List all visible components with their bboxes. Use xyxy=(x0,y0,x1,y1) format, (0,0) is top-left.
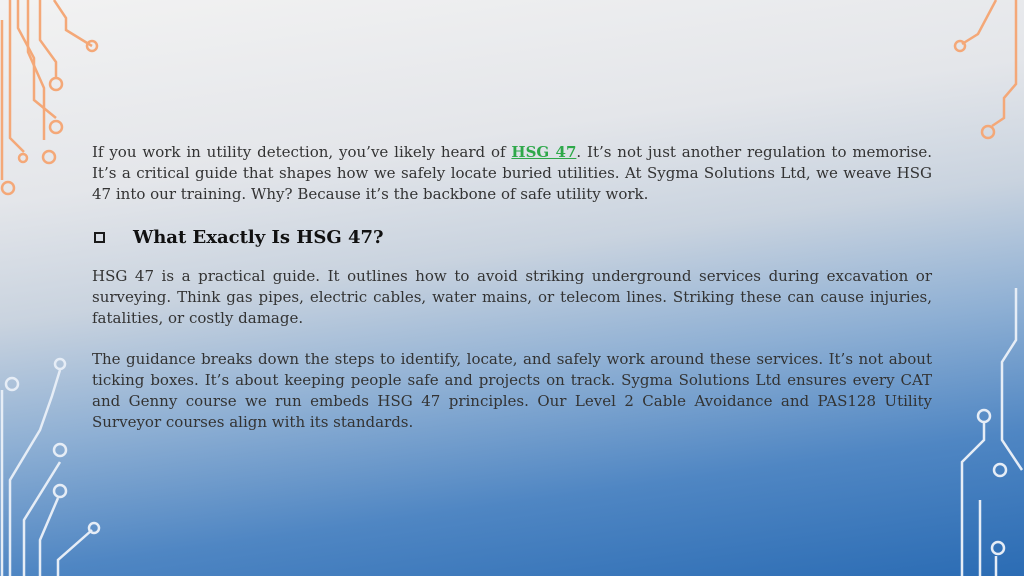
article-content xyxy=(92,142,932,433)
section-heading-row xyxy=(92,227,932,248)
circuit-white-bottom-right xyxy=(962,288,1022,576)
intro-paragraph xyxy=(92,142,932,205)
section-paragraph-1: HSG 47 is a practical guide. It outlines how to avoid striking underground services during excavation or surveying. Think gas pipes, electric cables, water mains, or telecom lines. Striking these can cause injuries, fatalities, or costly damage. xyxy=(92,267,932,327)
intro-text-before-link: If you work in utility detection, you’ve likely heard of xyxy=(92,143,512,161)
section-heading: What Exactly Is HSG 47? xyxy=(133,227,384,248)
checkbox-bullet-icon xyxy=(94,232,105,243)
intro-text-after-link: . It’s not just another regulation to memorise. It’s a critical guide that shapes how we safely locate buried utilities. At Sygma Solutions Ltd, we weave HSG 47 into our training. Why? Because it’s the backbone of safe utility work. xyxy=(92,143,933,203)
hsg47-link[interactable]: HSG 47 xyxy=(511,143,577,161)
section-paragraph-2: The guidance breaks down the steps to identify, locate, and safely work around these services. It’s not about ticking boxes. It’s about keeping people safe and projects on track. Sygma Solutions Ltd ensures every CAT and Genny course we run embeds HSG 47 principles. Our Level 2 Cable Avoidance and PAS128 Utility Surveyor courses align with its standards. xyxy=(92,350,932,431)
circuit-orange-top-right xyxy=(955,0,1016,138)
circuit-white-bottom-left xyxy=(2,359,99,576)
circuit-orange-top-left xyxy=(2,0,97,194)
